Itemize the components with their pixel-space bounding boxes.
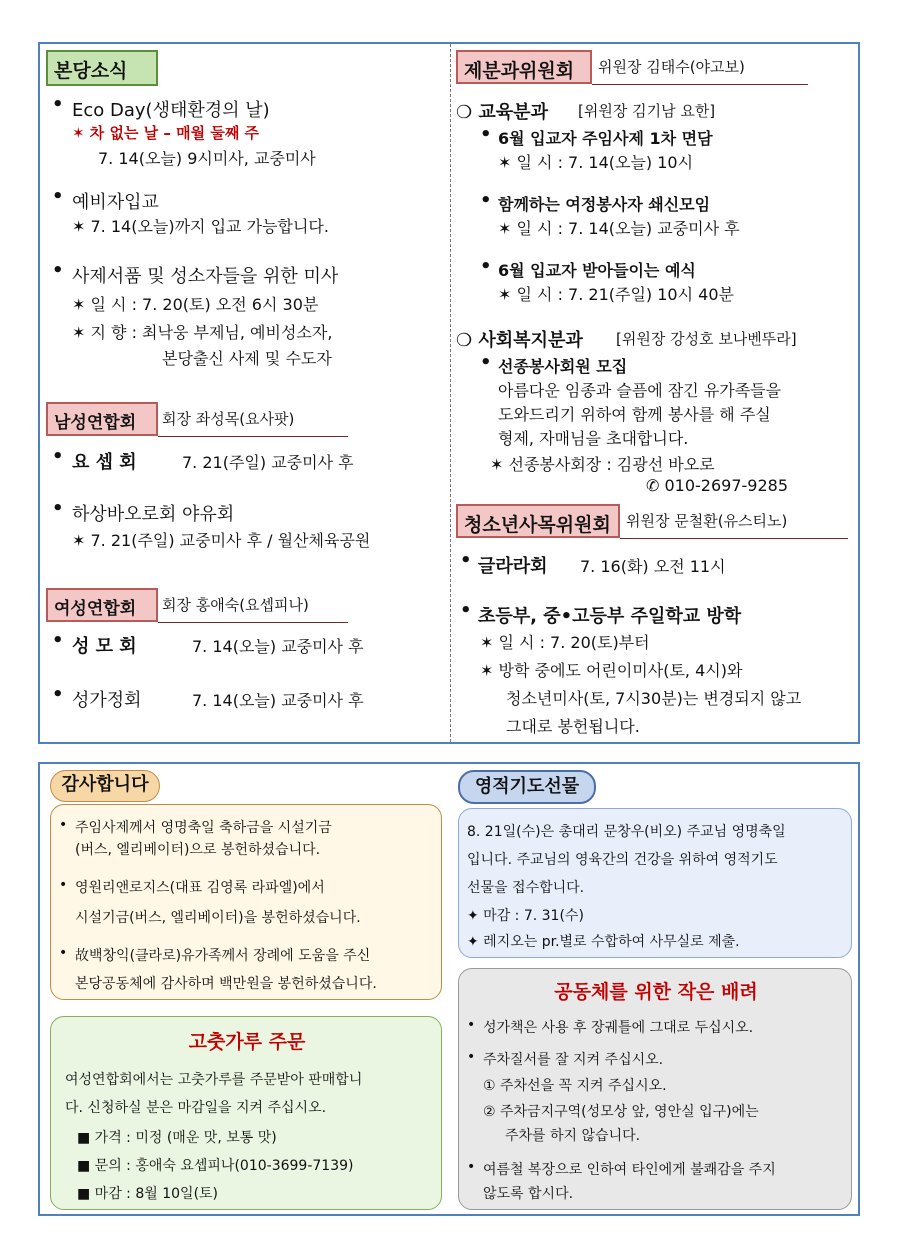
community-box	[458, 968, 852, 1210]
eco-day-note: ✶ 차 없는 날 – 매월 둘째 주	[72, 124, 260, 142]
women-header: 여성연합회	[46, 588, 158, 622]
thanks-box	[50, 804, 442, 1000]
column-divider	[450, 44, 451, 742]
community-item2-b: ② 주차금지구역(성모상 앞, 영안실 입구)에는	[483, 1104, 759, 1120]
bullet: •	[52, 498, 64, 519]
bullet: •	[52, 94, 64, 115]
edu2-note: ✶ 일 시 : 7. 14(오늘) 교중미사 후	[498, 219, 740, 238]
school-note3: 청소년미사(토, 7시30분)는 변경되지 않고	[506, 689, 802, 708]
joseph-time: 7. 21(주일) 교중미사 후	[182, 453, 354, 472]
prayer-deadline: ✦ 마감 : 7. 31(수)	[467, 908, 584, 924]
jebun-president: 위원장 김태수(야고보)	[598, 58, 745, 76]
school-note2: ✶ 방학 중에도 어린이미사(토, 4시)와	[480, 661, 743, 680]
hasang-note: ✶ 7. 21(주일) 교중미사 후 / 월산체육공원	[72, 531, 371, 550]
welfare1-line3: 형제, 자매님을 초대합니다.	[498, 429, 689, 448]
bondang-header: 본당소식	[46, 50, 158, 86]
thanks-item3-b: 본당공동체에 감사하며 백만원을 봉헌하셨습니다.	[75, 976, 377, 992]
joseph-title: 요 셉 회	[72, 452, 137, 473]
bullet: •	[52, 684, 64, 705]
thanks-item2-a: 영원리앤로지스(대표 김영록 라파엘)에서	[75, 880, 325, 896]
bullet: •	[59, 945, 68, 961]
bullet: •	[52, 630, 64, 651]
community-item1: 성가책은 사용 후 장궤틀에 그대로 두십시오.	[483, 1020, 754, 1036]
bullet: •	[467, 1159, 476, 1175]
holyfamily-title: 성가정회	[72, 690, 142, 711]
bullet: •	[52, 260, 64, 281]
bullet: •	[480, 352, 492, 373]
clara-time: 7. 16(화) 오전 11시	[580, 557, 726, 576]
community-item2: 주차질서를 잘 지켜 주십시오.	[483, 1052, 664, 1068]
pepper-box	[50, 1016, 442, 1210]
pepper-line1: 여성연합회에서는 고춧가루를 주문받아 판매합니	[65, 1072, 363, 1088]
yebi-note: ✶ 7. 14(오늘)까지 입교 가능합니다.	[72, 217, 329, 236]
men-header: 남성연합회	[46, 402, 158, 436]
hasang-title: 하상바오로회 야유회	[72, 504, 235, 525]
prayer-header: 영적기도선물	[458, 770, 596, 804]
header-underline	[158, 622, 348, 623]
thanks-item3-a: 故백창익(클라로)유가족께서 장례에 도움을 주신	[75, 948, 371, 964]
community-item3-b: 않도록 합시다.	[483, 1186, 574, 1202]
prayer-box	[458, 808, 852, 958]
eco-day-time: 7. 14(오늘) 9시미사, 교중미사	[98, 149, 316, 168]
prayer-note: ✦ 레지오는 pr.별로 수합하여 사무실로 제출.	[467, 934, 740, 950]
welfare1-phone: ✆ 010-2697-9285	[646, 476, 789, 495]
community-item3-a: 여름철 복장으로 인하여 타인에게 불쾌감을 주지	[483, 1162, 776, 1178]
pepper-contact: ■ 문의 : 홍애숙 요셉피나(010-3699-7139)	[77, 1158, 354, 1174]
youth-header: 청소년사목위원회	[456, 504, 620, 538]
prayer-line1: 8. 21일(수)은 총대리 문창우(비오) 주교님 영명축일	[467, 824, 786, 840]
header-underline	[592, 84, 808, 85]
edu-president: [위원장 김기남 요한]	[578, 102, 716, 120]
community-item2-b-cont: 주차를 하지 않습니다.	[505, 1128, 641, 1144]
header-underline	[620, 538, 848, 539]
school-title: 초등부, 중•고등부 주일학교 방학	[478, 606, 742, 627]
holyfamily-time: 7. 14(오늘) 교중미사 후	[192, 691, 364, 710]
eco-day-title: Eco Day(생태환경의 날)	[72, 100, 270, 121]
men-president: 회장 좌성목(요사팟)	[162, 410, 295, 428]
bullet: •	[460, 600, 472, 621]
welfare1-contact: ✶ 선종봉사회장 : 김광선 바오로	[490, 455, 715, 474]
mass-title: 사제서품 및 성소자들을 위한 미사	[72, 266, 339, 287]
bullet: •	[52, 446, 64, 467]
pepper-deadline: ■ 마감 : 8월 10일(토)	[77, 1186, 219, 1202]
bullet: •	[59, 877, 68, 893]
yebi-title: 예비자입교	[72, 192, 159, 213]
thanks-header: 감사합니다	[50, 770, 160, 802]
edu2-title: 함께하는 여정봉사자 쇄신모임	[498, 195, 711, 214]
edu1-note: ✶ 일 시 : 7. 14(오늘) 10시	[498, 153, 694, 172]
pepper-line2: 다. 신청하실 분은 마감일을 지켜 주십시오.	[65, 1100, 327, 1116]
bullet: •	[467, 1049, 476, 1065]
school-note1: ✶ 일 시 : 7. 20(토)부터	[480, 633, 650, 652]
top-news-panel	[38, 42, 860, 744]
thanks-item1-a: 주임사제께서 영명축일 축하금을 시설기금	[75, 820, 332, 836]
welfare-president: [위원장 강성호 보나벤뚜라]	[616, 330, 797, 348]
jebun-header: 제분과위원회	[456, 50, 592, 84]
edu1-title: 6월 입교자 주임사제 1차 면담	[498, 129, 713, 148]
bottom-panel	[38, 762, 860, 1216]
bullet: •	[480, 124, 492, 145]
school-note4: 그대로 봉헌됩니다.	[506, 717, 640, 736]
women-president: 회장 홍애숙(요셉피나)	[162, 596, 309, 614]
mass-date: ✶ 일 시 : 7. 20(토) 오전 6시 30분	[72, 295, 319, 314]
bullet: •	[480, 190, 492, 211]
bullet: •	[467, 1017, 476, 1033]
header-underline	[158, 436, 348, 437]
prayer-line3: 선물을 접수합니다.	[467, 880, 585, 896]
welfare1-line2: 도와드리기 위하여 함께 봉사를 해 주실	[498, 405, 771, 424]
welfare-title: ❍ 사회복지분과	[456, 330, 583, 351]
clara-title: 글라라회	[478, 556, 548, 577]
pepper-title: 고춧가루 주문	[188, 1031, 306, 1053]
welfare1-line1: 아름다운 임종과 슬픔에 잠긴 유가족들을	[498, 381, 782, 400]
bullet: •	[480, 256, 492, 277]
youth-president: 위원장 문철환(유스티노)	[626, 512, 788, 530]
mass-intent: ✶ 지 향 : 최낙웅 부제님, 예비성소자,	[72, 323, 333, 342]
pepper-price: ■ 가격 : 미정 (매운 맛, 보통 맛)	[77, 1130, 277, 1146]
bullet: •	[52, 186, 64, 207]
community-item2-a: ① 주차선을 꼭 지켜 주십시오.	[483, 1078, 667, 1094]
edu3-note: ✶ 일 시 : 7. 21(주일) 10시 40분	[498, 285, 734, 304]
seongmo-time: 7. 14(오늘) 교중미사 후	[192, 637, 364, 656]
bullet: •	[59, 817, 68, 833]
seongmo-title: 성 모 회	[72, 636, 137, 657]
bullet: •	[460, 550, 472, 571]
thanks-item1-b: (버스, 엘리베이터)으로 봉헌하셨습니다.	[75, 842, 321, 858]
thanks-item2-b: 시설기금(버스, 엘리베이터)을 봉헌하셨습니다.	[75, 910, 361, 926]
prayer-line2: 입니다. 주교님의 영육간의 건강을 위하여 영적기도	[467, 852, 778, 868]
welfare1-title: 선종봉사회원 모집	[498, 357, 628, 376]
mass-intent-cont: 본당출신 사제 및 수도자	[162, 349, 332, 368]
edu-title: ❍ 교육분과	[456, 102, 548, 123]
community-title: 공동체를 위한 작은 배려	[554, 981, 758, 1003]
edu3-title: 6월 입교자 받아들이는 예식	[498, 261, 696, 280]
